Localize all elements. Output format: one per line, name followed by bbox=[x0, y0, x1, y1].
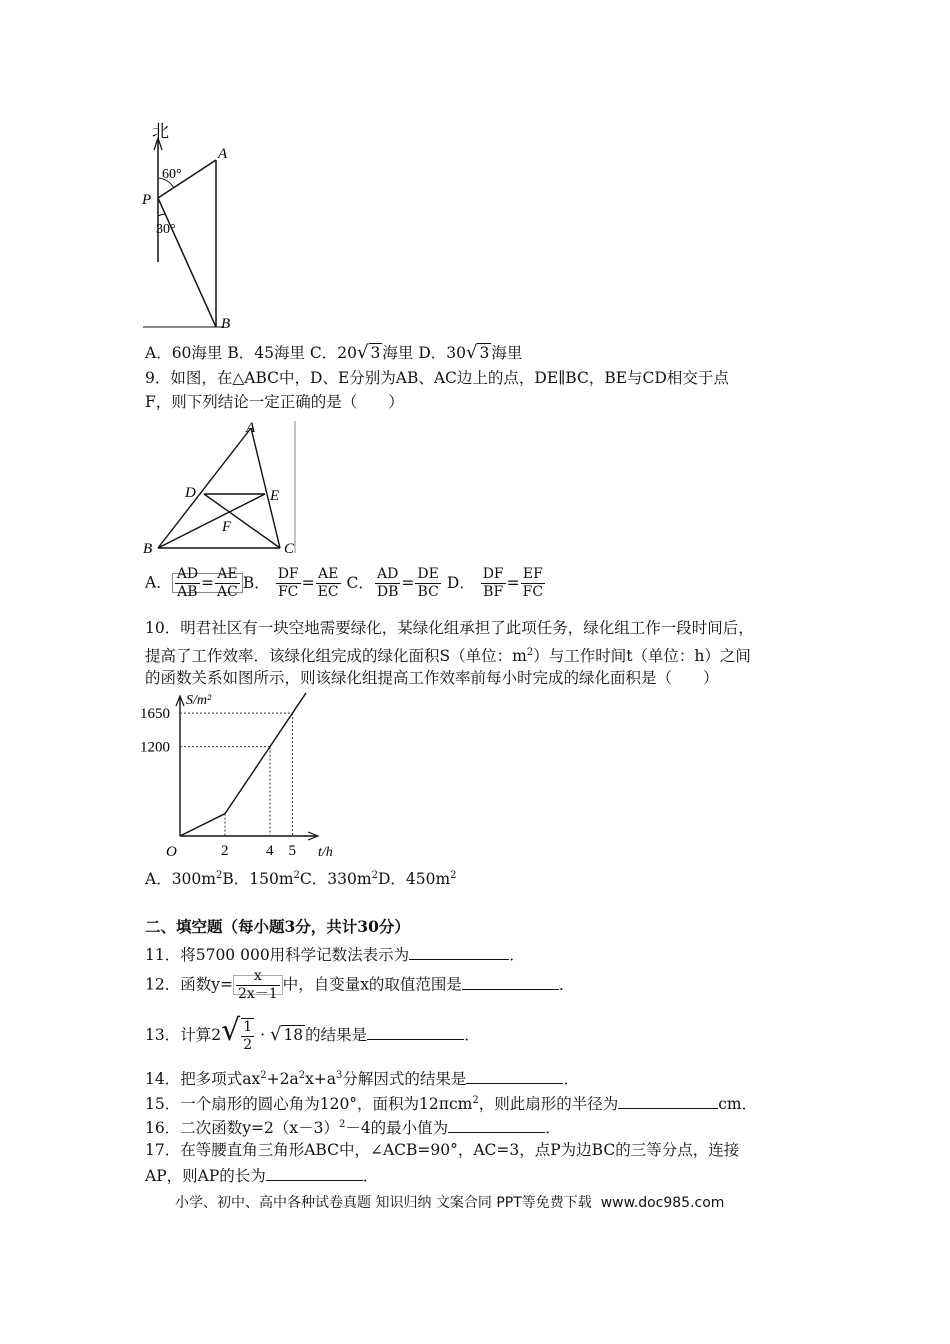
section-2-heading: 二、填空题（每小题3分，共计30分） bbox=[145, 917, 410, 936]
q10-option-d: D．$450m^2$ bbox=[377, 870, 457, 889]
x-axis-label: t/h bbox=[318, 845, 333, 860]
q9-text-line1: 9．如图，在△ABC中，D、E分别为AB、AC边上的点，DE∥BC，BE与CD相交于点 bbox=[145, 369, 729, 387]
nautical-figure bbox=[138, 120, 238, 335]
q12: 12．函数y= $\frac{x}{2x-1}$ 中，自变量x的取值范围是 ． bbox=[145, 968, 575, 1002]
tri-label-d: D bbox=[185, 485, 196, 501]
footer-text: 小学、初中、高中各种试卷真题 知识归纳 文案合同 PPT等免费下载 bbox=[175, 1195, 592, 1211]
q10-option-b: B．$150m^2$ bbox=[222, 870, 300, 889]
q8-option-c: C．20√ 3 海里 bbox=[309, 342, 414, 363]
origin-label: O bbox=[166, 844, 177, 860]
tri-label-e: E bbox=[270, 488, 280, 504]
q10-text-line1: 10．明君社区有一块空地需要绿化，某绿化组承担了此项任务，绿化组工作一段时间后， bbox=[145, 619, 754, 637]
q9-options bbox=[145, 566, 546, 601]
q12-answer-blank[interactable] bbox=[462, 974, 559, 990]
q15: 15．一个扇形的圆心角为120°，面积为12πcm$^2$，则此扇形的半径为 cm． bbox=[145, 1095, 758, 1114]
q8-option-b: B．45海里 bbox=[227, 344, 305, 362]
q17-answer-blank[interactable] bbox=[266, 1165, 363, 1181]
point-b-label: B bbox=[221, 316, 231, 332]
tri-label-f: F bbox=[222, 519, 232, 535]
north-label: 北 bbox=[152, 122, 169, 141]
q11: 11．将5700 000用科学记数法表示为 ． bbox=[145, 946, 525, 964]
q10-option-c: C．$330m^2$ bbox=[299, 870, 378, 889]
q14: 14．把多项式$ax^2+2a^2x+a^3$分解因式的结果是 ． bbox=[145, 1070, 579, 1089]
tri-label-c: C bbox=[284, 541, 295, 557]
q17-line2: AP，则AP的长为 ． bbox=[145, 1167, 379, 1185]
q16: 16．二次函数$y=2(x-3)^2-4$的最小值为 ． bbox=[145, 1119, 561, 1138]
q13: 13．计算2√ $\frac{1}{2}$ · √ 18 的结果是 ． bbox=[145, 1013, 480, 1053]
q9-text-line2: F，则下列结论一定正确的是（ ） bbox=[145, 393, 404, 411]
q9-option-d: D． $\frac{DF}{BF}$ = $\frac{EF}{FC}$ bbox=[446, 566, 544, 600]
q10-text-line3: 的函数关系如图所示，则该绿化组提高工作效率前每小时完成的绿化面积是（ ） bbox=[145, 669, 719, 687]
q9-option-c: C． $\frac{AD}{DB}$ = $\frac{DE}{BC}$ bbox=[346, 566, 439, 600]
q11-answer-blank[interactable] bbox=[409, 944, 509, 960]
point-p-label: P bbox=[142, 192, 152, 208]
footer-url[interactable]: www.doc985.com bbox=[600, 1195, 725, 1211]
q10-options bbox=[145, 866, 457, 889]
q15-answer-blank[interactable] bbox=[618, 1093, 718, 1109]
x-tick-label-2: 2 bbox=[221, 843, 229, 859]
q16-answer-blank[interactable] bbox=[448, 1117, 545, 1133]
x-tick-label-4: 4 bbox=[266, 843, 274, 859]
x-tick-label-5: 5 bbox=[288, 843, 296, 859]
y-axis-label: S/m² bbox=[186, 693, 212, 708]
angle-60-label: 60° bbox=[162, 167, 182, 182]
q8-option-d: D．30√ 3 海里 bbox=[418, 342, 523, 363]
tri-label-b: B bbox=[143, 541, 153, 557]
y-tick-label-1200: 1200 bbox=[140, 739, 170, 756]
area-time-chart bbox=[138, 688, 343, 860]
q13-answer-blank[interactable] bbox=[367, 1024, 464, 1040]
q14-answer-blank[interactable] bbox=[466, 1068, 563, 1084]
page-footer bbox=[175, 1192, 724, 1212]
point-a-label: A bbox=[218, 146, 228, 162]
q10-text-line2: 提高了工作效率．该绿化组完成的绿化面积S（单位：$m^2$）与工作时间t（单位：h）之间 bbox=[145, 647, 751, 666]
tri-label-a: A bbox=[246, 420, 256, 436]
triangle-figure bbox=[138, 418, 303, 558]
q8-options bbox=[145, 343, 522, 363]
series-line bbox=[180, 693, 306, 836]
q9-option-b: B． $\frac{DF}{FC}$ = $\frac{AE}{EC}$ bbox=[242, 566, 339, 600]
q17-line1: 17．在等腰直角三角形ABC中，∠ACB=90°，AC=3，点P为边BC的三等分点，连接 bbox=[145, 1141, 740, 1159]
angle-30-label: 30° bbox=[156, 222, 176, 237]
q10-option-a: A．$300m^2$ bbox=[145, 870, 223, 889]
q9-option-a: A． $\frac{AD}{AB}$ = $\frac{AE}{AC}$ bbox=[145, 573, 243, 593]
q8-option-a: A．60海里 bbox=[145, 344, 223, 362]
y-tick-label-1650: 1650 bbox=[140, 706, 170, 723]
